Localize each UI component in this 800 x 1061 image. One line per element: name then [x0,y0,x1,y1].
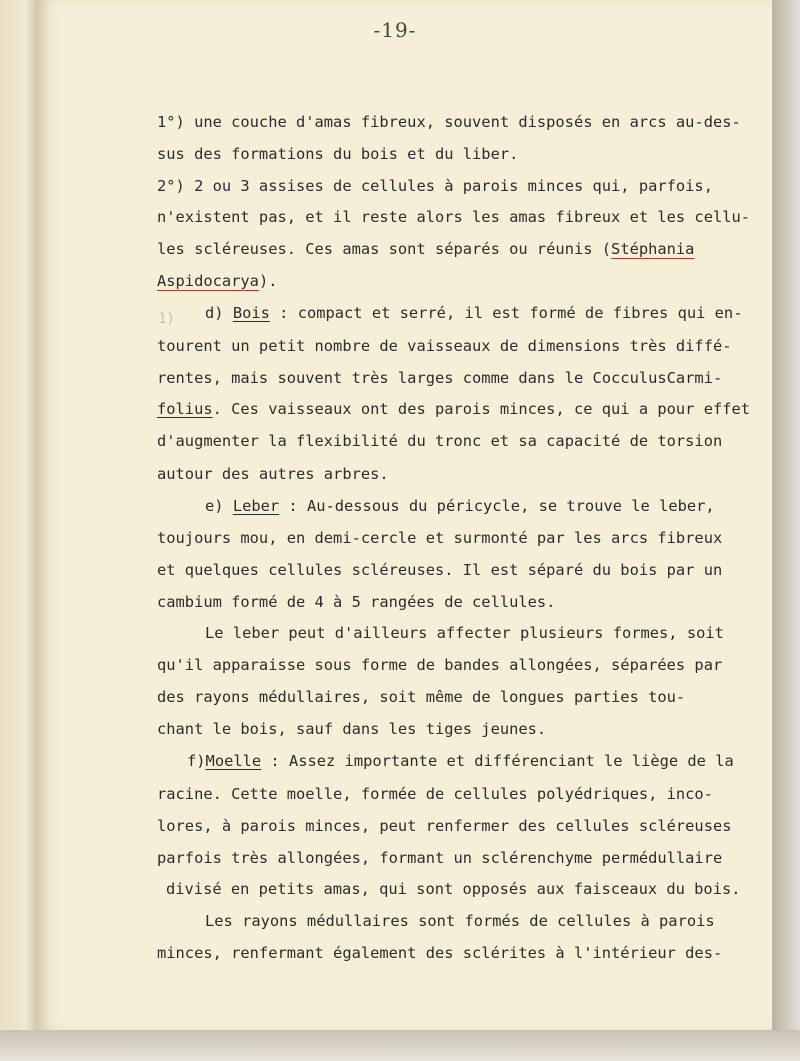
text-line [205,495,715,517]
previous-page-edge [0,0,36,1040]
text-line: autour des autres arbres. [157,465,389,483]
text-line: lores, à parois minces, peut renfermer des cellules scléreuses [157,817,732,835]
section-heading-leber: Leber [232,497,280,515]
text-line: qu'il apparaisse sous forme de bandes allongées, séparées par [157,656,723,674]
species-name-underlined: folius [157,400,213,418]
text-line: et quelques cellules scléreuses. Il est séparé du bois par un [157,561,723,579]
text-line: rentes, mais souvent très larges comme dans le CocculusCarmi- [157,369,723,387]
text-line: d'augmenter la flexibilité du tronc et sa capacité de torsion [157,432,723,450]
text-line: divisé en petits amas, qui sont opposés aux faisceaux du bois. [166,880,741,898]
text-line [157,238,694,260]
faint-margin-mark: 1) [158,311,175,327]
text-line: n'existent pas, et il reste alors les amas fibreux et les cellu- [157,208,751,226]
text-segment: . Ces vaisseaux ont des parois minces, ce qui a pour effet [212,400,751,418]
text-line: Le leber peut d'ailleurs affecter plusieurs formes, soit [205,624,724,642]
right-background-edge [772,0,800,1061]
text-segment: ). [258,272,278,290]
text-line [187,750,734,772]
text-segment: d) [205,304,233,322]
species-name-underlined: Aspidocarya [157,272,259,290]
text-line: racine. Cette moelle, formée de cellules polyédriques, inco- [157,785,713,803]
text-line: des rayons médullaires, soit même de longues parties tou- [157,688,686,706]
text-line [157,270,277,292]
text-line: cambium formé de 4 à 5 rangées de cellules. [157,593,556,611]
text-line: Les rayons médullaires sont formés de cellules à parois [205,912,715,930]
text-line: minces, renfermant également des sclérites à l'intérieur des- [157,944,723,962]
page-number: -19- [373,18,417,42]
bottom-background-edge [0,1030,800,1061]
text-segment: : Assez importante et différenciant le liège de la [261,752,734,770]
text-segment: f) [187,752,206,770]
section-heading-moelle: Moelle [205,752,262,770]
text-line: 2°) 2 ou 3 assises de cellules à parois minces qui, parfois, [157,177,713,195]
text-segment: : Au-dessous du péricycle, se trouve le leber, [279,497,715,515]
text-line [157,398,750,420]
text-line [205,302,742,324]
text-line: parfois très allongées, formant un sclérenchyme permédullaire [157,849,723,867]
text-line: 1°) une couche d'amas fibreux, souvent disposés en arcs au-des- [157,113,741,131]
text-segment: e) [205,497,233,515]
text-line: chant le bois, sauf dans les tiges jeunes. [157,720,547,738]
text-segment: les scléreuses. Ces amas sont séparés ou réunis ( [157,240,612,258]
text-segment: : compact et serré, il est formé de fibres qui en- [269,304,743,322]
section-heading-bois: Bois [232,304,270,322]
text-line: sus des formations du bois et du liber. [157,145,519,163]
text-line: tourent un petit nombre de vaisseaux de dimensions très diffé- [157,337,732,355]
text-line: toujours mou, en demi-cercle et surmonté par les arcs fibreux [157,529,723,547]
species-name-underlined: Stéphania [611,240,695,258]
